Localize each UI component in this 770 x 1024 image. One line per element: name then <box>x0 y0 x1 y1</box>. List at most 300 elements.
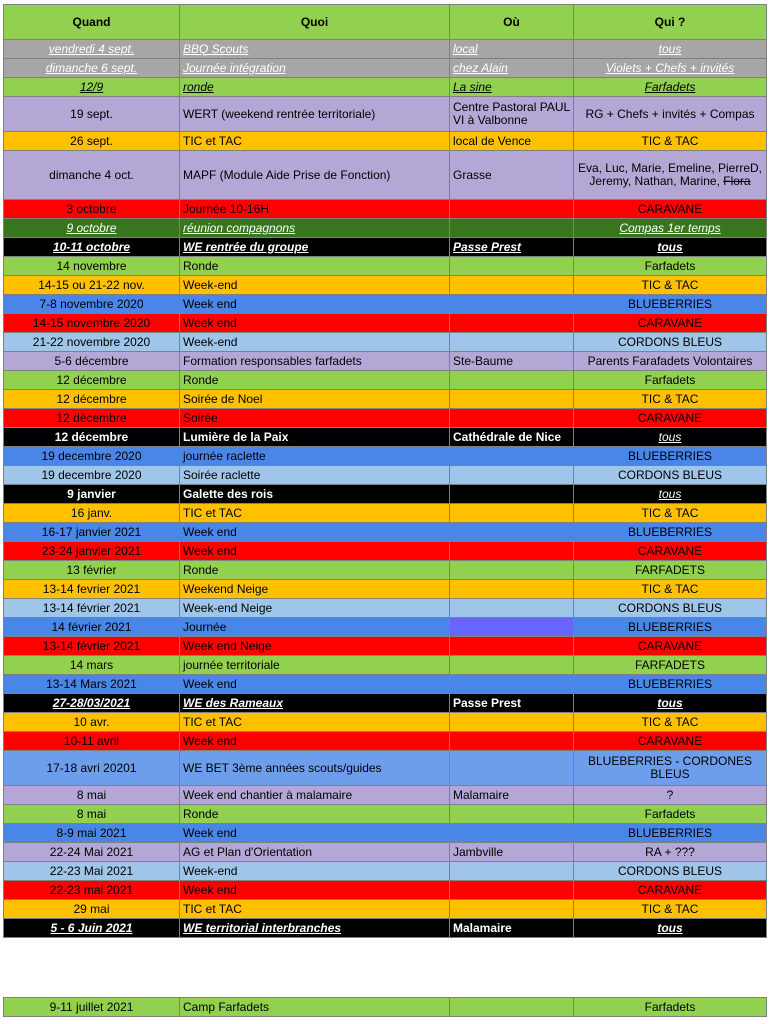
cell-what-text: Camp Farfadets <box>183 999 270 1014</box>
cell-who-text: tous <box>658 41 682 56</box>
cell-who-text: CARAVANE <box>637 410 703 425</box>
cell-what-text: Lumière de la Paix <box>183 429 289 444</box>
cell-who-text: Farfadets <box>644 258 696 273</box>
cell-when-text: 13-14 fevrier 2021 <box>42 581 141 596</box>
table-row <box>4 132 767 151</box>
cell-where <box>450 786 574 805</box>
table-row <box>4 523 767 542</box>
cell-when <box>4 694 180 713</box>
cell-who <box>574 447 767 466</box>
cell-when <box>4 295 180 314</box>
cell-what <box>180 59 450 78</box>
cell-what <box>180 97 450 132</box>
cell-when-text: 17-18 avri 20201 <box>46 760 137 775</box>
table-row <box>4 843 767 862</box>
cell-who-text: FARFADETS <box>634 657 705 672</box>
cell-where <box>450 843 574 862</box>
cell-when-text: 5-6 décembre <box>54 353 129 368</box>
cell-who-text: BLUEBERRIES <box>627 619 713 634</box>
cell-where-text: Ste-Baume <box>453 353 514 368</box>
cell-where-text: chez Alain <box>453 60 508 75</box>
cell-who <box>574 824 767 843</box>
cell-what <box>180 276 450 295</box>
cell-who <box>574 151 767 200</box>
cell-where-text: Jambville <box>453 844 504 859</box>
table-row <box>4 40 767 59</box>
cell-who-struck-text: Flora <box>723 174 751 188</box>
cell-where <box>450 824 574 843</box>
cell-when <box>4 485 180 504</box>
cell-who <box>574 998 767 1017</box>
cell-when <box>4 132 180 151</box>
cell-when-text: 29 mai <box>73 901 110 916</box>
cell-what-text: Galette des rois <box>183 486 274 501</box>
cell-who-text: BLUEBERRIES <box>627 825 713 840</box>
cell-what-text: Ronde <box>183 806 219 821</box>
cell-who <box>574 485 767 504</box>
cell-when-text: 19 decembre 2020 <box>41 448 142 463</box>
cell-who <box>574 371 767 390</box>
cell-where <box>450 59 574 78</box>
cell-when-text: 14 mars <box>69 657 114 672</box>
cell-when-text: 10 avr. <box>73 714 110 729</box>
cell-when <box>4 599 180 618</box>
cell-what <box>180 618 450 637</box>
cell-where-text: local de Vence <box>453 133 532 148</box>
cell-who-text: Farfadets <box>644 806 696 821</box>
table-row <box>4 881 767 900</box>
cell-where <box>450 390 574 409</box>
cell-what <box>180 409 450 428</box>
cell-what <box>180 900 450 919</box>
cell-who <box>574 542 767 561</box>
schedule-table <box>3 4 767 938</box>
cell-what-text: Week-end <box>183 863 238 878</box>
table-row <box>4 580 767 599</box>
cell-when <box>4 656 180 675</box>
header-who: Qui ? <box>574 5 767 40</box>
cell-what <box>180 694 450 713</box>
cell-where <box>450 675 574 694</box>
cell-where <box>450 257 574 276</box>
cell-what-text: journée raclette <box>183 448 266 463</box>
cell-when <box>4 618 180 637</box>
cell-where-text: Passe Prest <box>453 239 522 254</box>
cell-who-text: CORDONS BLEUS <box>617 334 723 349</box>
cell-when <box>4 786 180 805</box>
cell-where <box>450 78 574 97</box>
cell-when <box>4 998 180 1017</box>
table-row <box>4 295 767 314</box>
cell-when-text: 3 octobre <box>66 201 117 216</box>
cell-where <box>450 919 574 938</box>
cell-who <box>574 618 767 637</box>
table-row <box>4 751 767 786</box>
table-row <box>4 542 767 561</box>
cell-when-text: 9-11 juillet 2021 <box>49 999 134 1014</box>
cell-where <box>450 428 574 447</box>
cell-when <box>4 97 180 132</box>
cell-what-text: TIC et TAC <box>183 505 242 520</box>
cell-where <box>450 637 574 656</box>
cell-who <box>574 59 767 78</box>
cell-who-text: CARAVANE <box>637 543 703 558</box>
cell-what-text: Week end <box>183 676 237 691</box>
table-row <box>4 276 767 295</box>
cell-what-text: Journée 10-16H <box>183 201 270 216</box>
cell-when <box>4 428 180 447</box>
cell-what <box>180 504 450 523</box>
cell-what-text: Soirée de Noel <box>183 391 263 406</box>
cell-where <box>450 219 574 238</box>
table-row <box>4 713 767 732</box>
table-row <box>4 656 767 675</box>
header-when: Quand <box>4 5 180 40</box>
cell-when-text: 9 octobre <box>66 220 117 235</box>
cell-who-text: FARFADETS <box>634 562 705 577</box>
cell-who-text: CARAVANE <box>637 201 703 216</box>
cell-who-text: tous <box>657 695 683 710</box>
cell-who <box>574 732 767 751</box>
cell-when <box>4 238 180 257</box>
table-row <box>4 352 767 371</box>
cell-what-text: Week end <box>183 733 237 748</box>
cell-when-text: 16-17 janvier 2021 <box>41 524 142 539</box>
cell-what-text: Week end <box>183 296 237 311</box>
cell-where <box>450 151 574 200</box>
cell-when-text: 14 février 2021 <box>51 619 132 634</box>
cell-when <box>4 352 180 371</box>
cell-where <box>450 333 574 352</box>
cell-who-text: TIC & TAC <box>641 901 699 916</box>
cell-when-text: 14 novembre <box>56 258 127 273</box>
cell-when <box>4 675 180 694</box>
schedule-body <box>4 40 767 938</box>
cell-when-text: 19 decembre 2020 <box>41 467 142 482</box>
cell-what <box>180 40 450 59</box>
cell-who-text: CARAVANE <box>637 638 703 653</box>
cell-when <box>4 919 180 938</box>
cell-who-text: TIC & TAC <box>641 391 699 406</box>
cell-when <box>4 390 180 409</box>
cell-what <box>180 466 450 485</box>
cell-where-text: Grasse <box>453 167 492 182</box>
cell-what <box>180 333 450 352</box>
cell-when <box>4 333 180 352</box>
cell-what <box>180 238 450 257</box>
cell-what-text: Week end Neige <box>183 638 272 653</box>
cell-where <box>450 998 574 1017</box>
cell-what-text: Week-end <box>183 277 238 292</box>
cell-when-text: 14-15 novembre 2020 <box>32 315 151 330</box>
cell-what-text: Weekend Neige <box>183 581 269 596</box>
cell-where-text: La sine <box>453 79 492 94</box>
cell-when <box>4 314 180 333</box>
table-row <box>4 447 767 466</box>
cell-what <box>180 599 450 618</box>
table-row <box>4 409 767 428</box>
cell-when <box>4 447 180 466</box>
cell-when-text: 5 - 6 Juin 2021 <box>50 920 133 935</box>
cell-what-text: réunion compagnons <box>183 220 296 235</box>
table-row <box>4 97 767 132</box>
cell-who-text: TIC & TAC <box>641 277 699 292</box>
cell-where-text: Malamaire <box>453 787 510 802</box>
cell-when-text: 21-22 novembre 2020 <box>32 334 151 349</box>
cell-where <box>450 900 574 919</box>
cell-what-text: Ronde <box>183 258 219 273</box>
cell-what <box>180 314 450 333</box>
cell-who <box>574 751 767 786</box>
table-row <box>4 561 767 580</box>
table-row <box>4 862 767 881</box>
cell-who-text: TIC & TAC <box>641 505 699 520</box>
cell-who-text: Violets + Chefs + invités <box>605 60 735 75</box>
cell-what-text: ronde <box>183 79 214 94</box>
cell-when-text: dimanche 6 sept. <box>45 60 138 75</box>
cell-who <box>574 390 767 409</box>
cell-what-text: WE BET 3ème années scouts/guides <box>183 760 382 775</box>
cell-who-text: BLUEBERRIES <box>627 524 713 539</box>
cell-when <box>4 580 180 599</box>
cell-when <box>4 732 180 751</box>
table-row <box>4 371 767 390</box>
cell-what <box>180 656 450 675</box>
cell-when <box>4 900 180 919</box>
table-row <box>4 599 767 618</box>
cell-when-text: 14-15 ou 21-22 nov. <box>38 277 145 292</box>
table-row <box>4 151 767 200</box>
cell-where <box>450 466 574 485</box>
cell-when-text: 10-11 octobre <box>52 239 131 254</box>
cell-what <box>180 257 450 276</box>
cell-who-text: Farfadets <box>644 999 696 1014</box>
cell-when-text: 27-28/03/2021 <box>52 695 131 710</box>
cell-when <box>4 466 180 485</box>
cell-what-text: Week end <box>183 315 237 330</box>
cell-what <box>180 713 450 732</box>
cell-who-text: CARAVANE <box>637 882 703 897</box>
table-row <box>4 805 767 824</box>
cell-when <box>4 409 180 428</box>
cell-when-text: 10-11 avril <box>63 733 120 748</box>
cell-where <box>450 713 574 732</box>
cell-where <box>450 295 574 314</box>
cell-what <box>180 371 450 390</box>
cell-when <box>4 40 180 59</box>
cell-what <box>180 824 450 843</box>
cell-what-text: Week end <box>183 543 237 558</box>
cell-what-text: AG et Plan d'Orientation <box>183 844 313 859</box>
cell-what-text: Week end chantier à malamaire <box>183 787 353 802</box>
cell-what-text: Ronde <box>183 372 219 387</box>
cell-when <box>4 751 180 786</box>
cell-who <box>574 257 767 276</box>
cell-who-text: TIC & TAC <box>641 714 699 729</box>
cell-where <box>450 97 574 132</box>
cell-what <box>180 675 450 694</box>
cell-what <box>180 151 450 200</box>
cell-what-text: Ronde <box>183 562 219 577</box>
cell-what <box>180 751 450 786</box>
table-row <box>4 257 767 276</box>
cell-what <box>180 428 450 447</box>
cell-where <box>450 371 574 390</box>
cell-what-text: Soirée <box>183 410 218 425</box>
cell-what-text: Soirée raclette <box>183 467 261 482</box>
cell-who-text: RA + ??? <box>645 844 695 859</box>
cell-what-text: WE rentrée du groupe <box>183 239 309 254</box>
cell-what <box>180 200 450 219</box>
cell-who <box>574 805 767 824</box>
cell-what <box>180 561 450 580</box>
cell-when-text: 12/9 <box>79 79 104 94</box>
cell-where <box>450 732 574 751</box>
cell-who <box>574 97 767 132</box>
table-row <box>4 466 767 485</box>
cell-who-text: Farfadets <box>644 79 696 94</box>
cell-who <box>574 132 767 151</box>
cell-who <box>574 238 767 257</box>
cell-what-text: TIC et TAC <box>183 133 242 148</box>
header-what: Quoi <box>180 5 450 40</box>
cell-what-text: WE des Rameaux <box>183 695 284 710</box>
cell-who-text: BLUEBERRIES - CORDONES BLEUS <box>587 754 753 781</box>
cell-when-text: 22-23 Mai 2021 <box>49 863 134 878</box>
cell-where-text: Malamaire <box>453 920 512 935</box>
cell-who-text: BLUEBERRIES <box>627 676 713 691</box>
cell-who-text: ? <box>666 787 674 802</box>
cell-when <box>4 843 180 862</box>
header-row <box>4 5 767 40</box>
cell-where <box>450 504 574 523</box>
cell-when <box>4 824 180 843</box>
cell-when-text: 8-9 mai 2021 <box>56 825 127 840</box>
cell-what <box>180 998 450 1017</box>
header-where: Où <box>450 5 574 40</box>
cell-where <box>450 40 574 59</box>
cell-what <box>180 132 450 151</box>
cell-when <box>4 881 180 900</box>
cell-what <box>180 843 450 862</box>
cell-where <box>450 580 574 599</box>
cell-where <box>450 656 574 675</box>
cell-what-text: Week-end Neige <box>183 600 273 615</box>
cell-when-text: dimanche 4 oct. <box>49 167 134 182</box>
cell-when <box>4 713 180 732</box>
cell-where <box>450 352 574 371</box>
cell-when-text: 12 décembre <box>56 391 127 406</box>
cell-when-text: 13-14 Mars 2021 <box>46 676 137 691</box>
cell-who-text: Compas 1er temps <box>619 220 721 235</box>
cell-who <box>574 919 767 938</box>
cell-where <box>450 805 574 824</box>
cell-when-text: 13-14 février 2021 <box>42 600 141 615</box>
cell-who-text: BLUEBERRIES <box>627 448 713 463</box>
cell-when <box>4 257 180 276</box>
cell-what <box>180 805 450 824</box>
cell-where <box>450 276 574 295</box>
cell-where-text: Centre Pastoral PAUL VI à Valbonne <box>453 100 570 127</box>
cell-who-text: tous <box>657 239 683 254</box>
cell-where-text: Passe Prest <box>453 695 522 710</box>
cell-who <box>574 900 767 919</box>
cell-who-text: TIC & TAC <box>641 133 699 148</box>
cell-when-text: 22-24 Mai 2021 <box>49 844 134 859</box>
cell-when <box>4 200 180 219</box>
cell-when-text: 8 mai <box>76 806 107 821</box>
cell-what <box>180 352 450 371</box>
table-row <box>4 900 767 919</box>
cell-who <box>574 862 767 881</box>
cell-who-text: CORDONS BLEUS <box>617 600 723 615</box>
cell-where <box>450 618 574 637</box>
cell-who <box>574 276 767 295</box>
cell-who-text: CARAVANE <box>637 315 703 330</box>
cell-who <box>574 786 767 805</box>
cell-who <box>574 504 767 523</box>
cell-what-text: journée territoriale <box>183 657 280 672</box>
cell-when-text: 13 février <box>66 562 117 577</box>
table-row <box>4 637 767 656</box>
table-row <box>4 219 767 238</box>
cell-when-text: 26 sept. <box>70 133 113 148</box>
cell-who-text: Eva, Luc, Marie, Emeline, PierreD, Jeremy, Nathan, Marine, <box>577 161 763 188</box>
cell-when <box>4 523 180 542</box>
cell-where <box>450 599 574 618</box>
cell-what-text: Week-end <box>183 334 238 349</box>
cell-who-text: RG + Chefs + invités + Compas <box>585 106 755 121</box>
table-row <box>4 238 767 257</box>
cell-what <box>180 447 450 466</box>
cell-what <box>180 637 450 656</box>
cell-when <box>4 59 180 78</box>
cell-who <box>574 694 767 713</box>
cell-who-text: tous <box>657 920 683 935</box>
cell-where <box>450 751 574 786</box>
cell-who <box>574 843 767 862</box>
cell-who-text: CORDONS BLEUS <box>617 467 723 482</box>
table-row <box>4 314 767 333</box>
cell-who <box>574 314 767 333</box>
table-row <box>4 919 767 938</box>
cell-what-text: Week end <box>183 882 237 897</box>
extra-schedule-body <box>4 998 767 1017</box>
cell-what-text: Journée <box>183 619 227 634</box>
cell-who-text: Farfadets <box>644 372 696 387</box>
table-row <box>4 732 767 751</box>
cell-who <box>574 881 767 900</box>
cell-when <box>4 637 180 656</box>
cell-what <box>180 78 450 97</box>
cell-when-text: 22-23 mai 2021 <box>49 882 134 897</box>
extra-schedule-table <box>3 997 767 1017</box>
cell-who <box>574 599 767 618</box>
cell-when <box>4 219 180 238</box>
cell-when <box>4 542 180 561</box>
cell-what-text: Formation responsables farfadets <box>183 353 362 368</box>
cell-when-text: 12 décembre <box>56 410 127 425</box>
cell-when-text: 19 sept. <box>70 106 113 121</box>
cell-who-text: tous <box>658 429 682 444</box>
cell-when-text: 9 janvier <box>67 486 116 501</box>
table-row <box>4 618 767 637</box>
cell-who <box>574 466 767 485</box>
cell-what <box>180 862 450 881</box>
cell-when <box>4 276 180 295</box>
cell-where <box>450 314 574 333</box>
cell-who <box>574 656 767 675</box>
